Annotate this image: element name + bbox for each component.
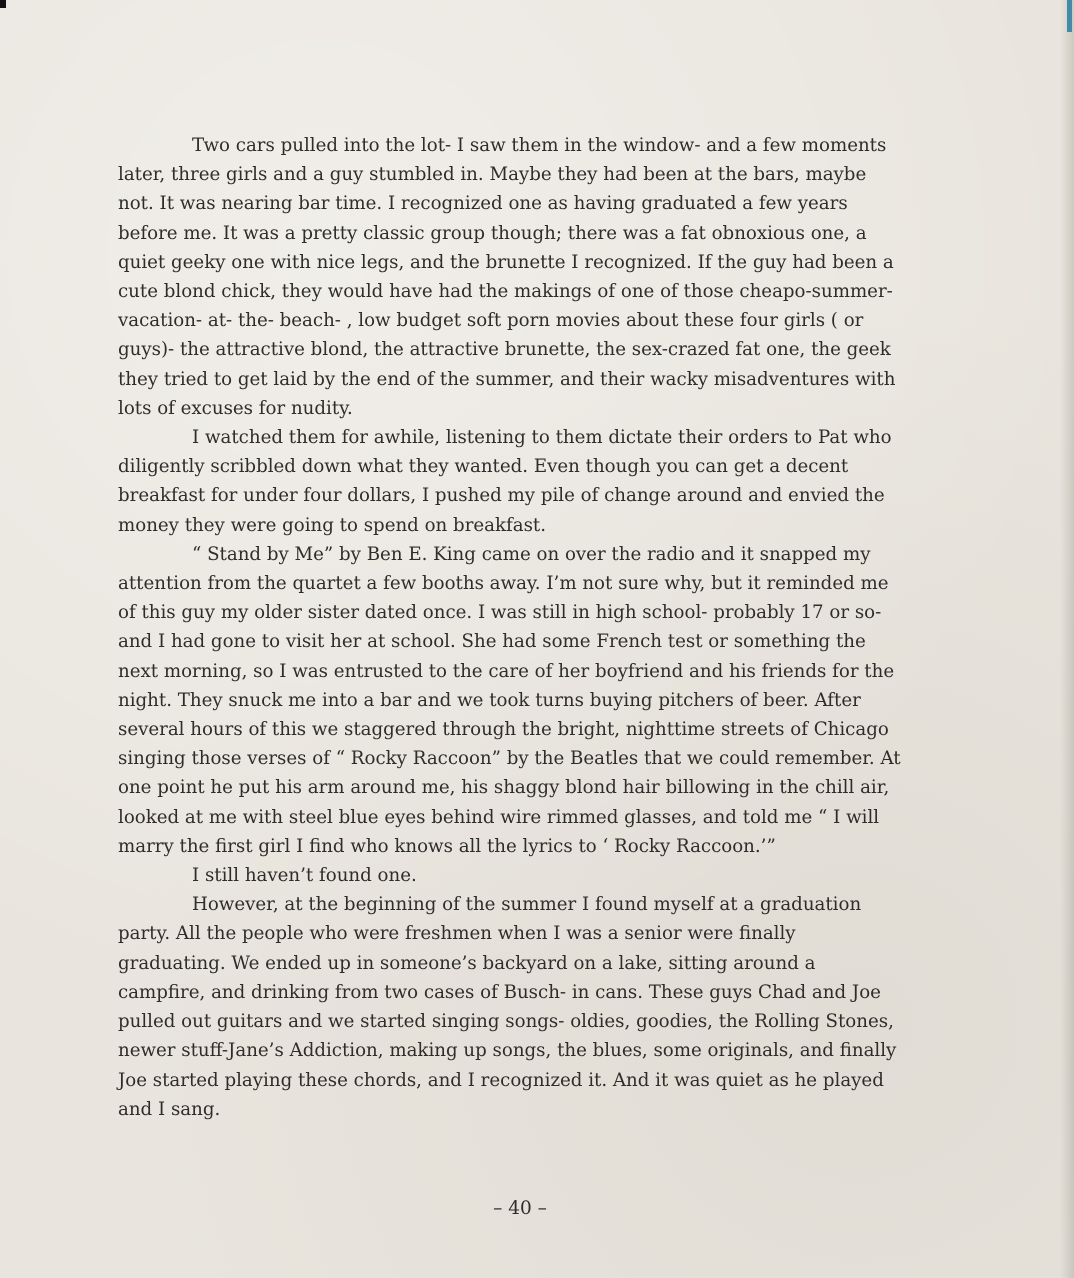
paragraph: I still haven’t found one. [192,865,417,887]
scan-corner-mark [0,0,6,8]
page-edge-shadow [1060,0,1074,1278]
paragraph: I watched them for awhile, listening to them dictate their orders to Pat who diligently scribbled down what they wanted. Even though you can get a decent breakfast for under four dollars, I pushed my pile of change around and envied the money they were going to spend on breakfast. [118,427,892,536]
paragraph: Two cars pulled into the lot- I saw them in the window- and a few moments later, three girls and a guy stumbled in. Maybe they had been at the bars, maybe not. It was nearing bar time. I recognized one as having graduated a few years before me. It was a pretty classic group though; there was a fat obnoxious one, a quiet geeky one with nice legs, and the brunette I recognized. If the guy had been a cute blond chick, they would have had the makings of one of those cheapo-summer- vacation- at- the- beach- , low budget soft porn movies about these four girls ( or guys)- the attractive blond, the attractive brunette, the sex-crazed fat one, the geek they tried to get laid by the end of the summer, and their wacky misadventures with lots of excuses for nudity. [118,135,896,419]
paragraph: “ Stand by Me” by Ben E. King came on over the radio and it snapped my attention from the quartet a few booths away. I’m not sure why, but it reminded me of this guy my older sister dated once. I was still in high school- probably 17 or so- and I had gone to visit her at school. She had some French test or something the next morning, so I was entrusted to the care of her boyfriend and his friends for the night. They snuck me into a bar and we took turns buying pitchers of beer. After several hours of this we staggered through the bright, nighttime streets of Chicago singing those verses of “ Rocky Raccoon” by the Beatles that we could remember. At one point he put his arm around me, his shaggy blond hair billowing in the chill air, looked at me with steel blue eyes behind wire rimmed glasses, and told me “ I will marry the first girl I find who knows all the lyrics to ‘ Rocky Raccoon.’” [118,543,901,857]
body-text [118,131,904,1124]
paragraph: However, at the beginning of the summer I found myself at a graduation party. All the people who were freshmen when I was a senior were finally graduating. We ended up in someone’s backyard on a lake, sitting around a campfire, and drinking from two cases of Busch- in cans. These guys Chad and Joe pulled out guitars and we started singing songs- oldies, goodies, the Rolling Stones, newer stuff-Jane’s Addiction, making up songs, the blues, some originals, and finally Joe started playing these chords, and I recognized it. And it was quiet as he played and I sang. [118,894,897,1120]
page-number: – 40 – [493,1198,547,1219]
